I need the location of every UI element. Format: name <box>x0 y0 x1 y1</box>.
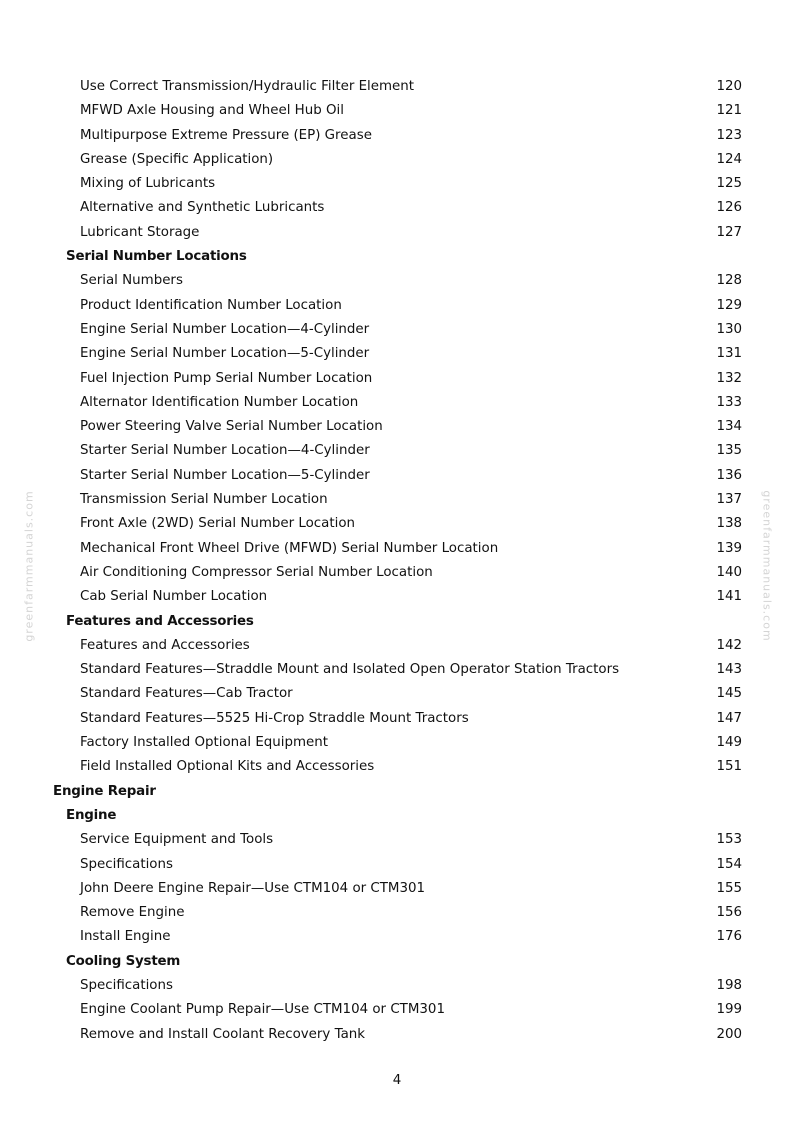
toc-entry-title: Engine <box>66 807 117 823</box>
toc-entry[interactable] <box>0 901 794 925</box>
toc-entry-title: Power Steering Valve Serial Number Location <box>80 419 383 435</box>
toc-entry-title: Cab Serial Number Location <box>80 589 268 605</box>
toc-entry[interactable] <box>0 221 794 245</box>
toc-entry-page: 153 <box>716 832 742 848</box>
toc-entry[interactable] <box>0 124 794 148</box>
watermark-text: greenfarmmanuals.com <box>760 490 774 642</box>
toc-entry-page: 142 <box>716 637 742 653</box>
toc-entry[interactable] <box>0 269 794 293</box>
toc-entry-page: 147 <box>716 710 742 726</box>
toc-entry[interactable] <box>0 99 794 123</box>
toc-entry-page: 128 <box>716 273 742 289</box>
toc-entry-title: Specifications <box>80 856 173 872</box>
toc-entry-title: Product Identification Number Location <box>80 297 342 313</box>
toc-entry[interactable] <box>0 367 794 391</box>
toc-entry-title: Remove and Install Coolant Recovery Tank <box>80 1026 366 1042</box>
toc-entry-page: 145 <box>716 686 742 702</box>
toc-entry-page: 133 <box>716 394 742 410</box>
toc-entry[interactable] <box>0 634 794 658</box>
toc-entry[interactable] <box>0 537 794 561</box>
toc-entry-title: Cooling System <box>66 953 181 969</box>
toc-entry-page: 129 <box>716 297 742 313</box>
toc-entry-page: 137 <box>716 492 742 508</box>
toc-entry[interactable] <box>0 877 794 901</box>
toc-entry-page: 134 <box>716 419 742 435</box>
watermark-text: greenfarmmanuals.com <box>22 490 36 642</box>
toc-entry-page: 199 <box>716 1002 742 1018</box>
toc-entry-page: 130 <box>716 321 742 337</box>
toc-entry-title: Features and Accessories <box>66 613 254 629</box>
toc-entry-page: 143 <box>716 662 742 678</box>
toc-entry-title: Engine Serial Number Location—5-Cylinder <box>80 346 370 362</box>
toc-entry[interactable] <box>0 707 794 731</box>
toc-entry[interactable] <box>0 196 794 220</box>
toc-entry-title: Mechanical Front Wheel Drive (MFWD) Serial Number Location <box>80 540 499 556</box>
toc-entry-title: Grease (Specific Application) <box>80 151 274 167</box>
toc-entry-title: Starter Serial Number Location—5-Cylinder <box>80 467 370 483</box>
toc-entry-title: Engine Repair <box>53 783 156 799</box>
toc-entry-title: Alternative and Synthetic Lubricants <box>80 200 325 216</box>
toc-entry-title: Air Conditioning Compressor Serial Number Location <box>80 564 433 580</box>
toc-entry-title: Install Engine <box>80 929 171 945</box>
toc-entry-page: 149 <box>716 735 742 751</box>
toc-section-heading <box>0 610 794 634</box>
toc-entry[interactable] <box>0 294 794 318</box>
toc-entry[interactable] <box>0 415 794 439</box>
toc-entry[interactable] <box>0 853 794 877</box>
toc-entry-title: Service Equipment and Tools <box>80 832 274 848</box>
toc-entry-title: Lubricant Storage <box>80 224 200 240</box>
toc-entry[interactable] <box>0 682 794 706</box>
toc-section-heading <box>0 780 794 804</box>
toc-entry[interactable] <box>0 75 794 99</box>
toc-entry-page: 123 <box>716 127 742 143</box>
toc-entry[interactable] <box>0 998 794 1022</box>
toc-entry[interactable] <box>0 464 794 488</box>
toc-entry[interactable] <box>0 974 794 998</box>
toc-entry-title: Mixing of Lubricants <box>80 176 216 192</box>
toc-entry-title: Serial Numbers <box>80 273 183 289</box>
toc-entry-title: Remove Engine <box>80 905 185 921</box>
toc-entry-page: 135 <box>716 443 742 459</box>
toc-entry-title: Features and Accessories <box>80 637 250 653</box>
toc-entry-page: 151 <box>716 759 742 775</box>
toc-entry[interactable] <box>0 755 794 779</box>
toc-entry-title: Standard Features—5525 Hi-Crop Straddle Mount Tractors <box>80 710 469 726</box>
toc-entry-title: Serial Number Locations <box>66 249 247 265</box>
toc-entry-title: Engine Serial Number Location—4-Cylinder <box>80 321 370 337</box>
toc-entry-page: 139 <box>716 540 742 556</box>
toc-entry-page: 124 <box>716 151 742 167</box>
toc-entry[interactable] <box>0 658 794 682</box>
toc-entry[interactable] <box>0 731 794 755</box>
toc-entry[interactable] <box>0 561 794 585</box>
toc-entry-page: 132 <box>716 370 742 386</box>
toc-entry[interactable] <box>0 172 794 196</box>
toc-section-heading <box>0 804 794 828</box>
toc-entry-page: 154 <box>716 856 742 872</box>
toc-entry-title: Field Installed Optional Kits and Accessories <box>80 759 375 775</box>
toc-entry-title: John Deere Engine Repair—Use CTM104 or CTM301 <box>80 880 426 896</box>
toc-entry-page: 200 <box>716 1026 742 1042</box>
toc-entry[interactable] <box>0 342 794 366</box>
toc-entry-page: 141 <box>716 589 742 605</box>
toc-entry[interactable] <box>0 148 794 172</box>
toc-entry-title: Alternator Identification Number Location <box>80 394 359 410</box>
toc-entry-title: Fuel Injection Pump Serial Number Location <box>80 370 373 386</box>
toc-entry-title: Standard Features—Straddle Mount and Isolated Open Operator Station Tractors <box>80 662 620 678</box>
toc-entry[interactable] <box>0 439 794 463</box>
toc-section-heading <box>0 245 794 269</box>
toc-section-heading <box>0 950 794 974</box>
toc-entry-title: Factory Installed Optional Equipment <box>80 735 329 751</box>
toc-entry-title: Starter Serial Number Location—4-Cylinder <box>80 443 370 459</box>
toc-entry-page: 126 <box>716 200 742 216</box>
toc-entry-page: 155 <box>716 880 742 896</box>
toc-entry-page: 138 <box>716 516 742 532</box>
toc-entry-title: Specifications <box>80 977 173 993</box>
toc-entry-title: Multipurpose Extreme Pressure (EP) Grease <box>80 127 372 143</box>
toc-entry-page: 156 <box>716 905 742 921</box>
toc-entry[interactable] <box>0 391 794 415</box>
toc-entry-page: 140 <box>716 564 742 580</box>
toc-entry-page: 131 <box>716 346 742 362</box>
toc-entry[interactable] <box>0 488 794 512</box>
toc-entry-title: Use Correct Transmission/Hydraulic Filter Element <box>80 79 415 94</box>
toc-entry[interactable] <box>0 585 794 609</box>
table-of-contents <box>0 75 794 1047</box>
toc-entry[interactable] <box>0 828 794 852</box>
toc-entry-title: MFWD Axle Housing and Wheel Hub Oil <box>80 103 344 119</box>
toc-entry-page: 125 <box>716 176 742 192</box>
toc-entry-title: Engine Coolant Pump Repair—Use CTM104 or CTM301 <box>80 1002 445 1018</box>
toc-entry[interactable] <box>0 925 794 949</box>
toc-entry-page: 121 <box>716 103 742 119</box>
toc-entry-page: 127 <box>716 224 742 240</box>
toc-entry-page: 198 <box>716 977 742 993</box>
toc-entry-title: Standard Features—Cab Tractor <box>80 686 293 702</box>
toc-entry-title: Front Axle (2WD) Serial Number Location <box>80 516 356 532</box>
toc-entry-page: 176 <box>716 929 742 945</box>
toc-entry[interactable] <box>0 512 794 536</box>
toc-entry-page: 136 <box>716 467 742 483</box>
page-number: 4 <box>392 1073 402 1088</box>
toc-entry[interactable] <box>0 318 794 342</box>
toc-entry[interactable] <box>0 1023 794 1047</box>
toc-entry-page: 120 <box>716 79 742 94</box>
toc-entry-title: Transmission Serial Number Location <box>80 492 328 508</box>
